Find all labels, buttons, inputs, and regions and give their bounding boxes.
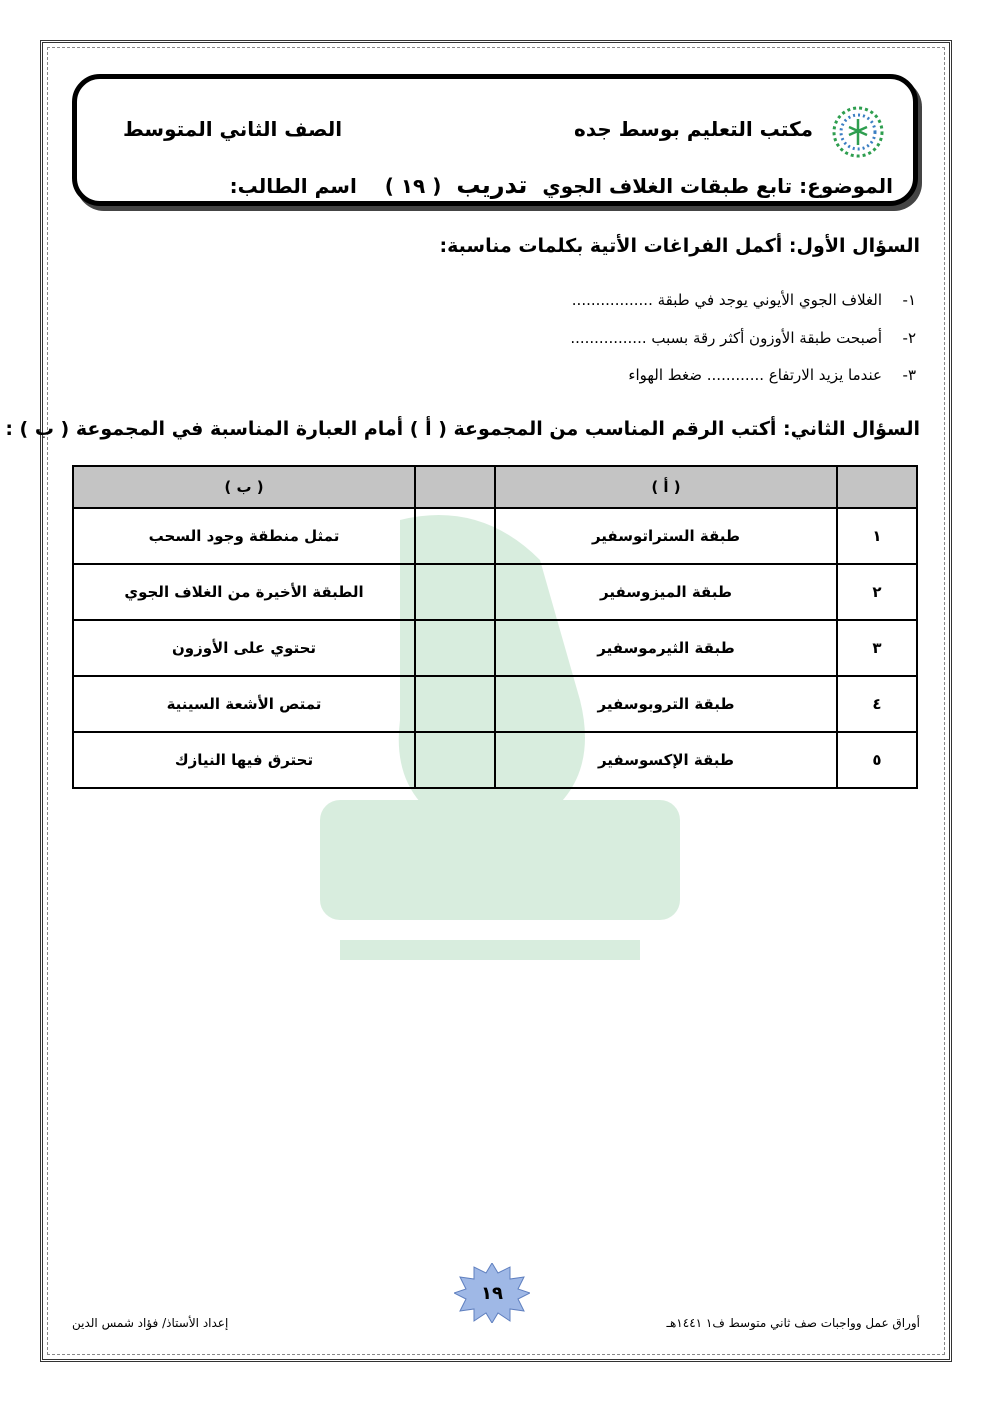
- header-b: ( ب ): [73, 466, 415, 508]
- group-b-cell: الطبقة الأخيرة من الغلاف الجوي: [73, 564, 415, 620]
- row-number: ٤: [837, 676, 917, 732]
- question1-item: [570, 329, 916, 347]
- question2-title: السؤال الثاني: أكتب الرقم المناسب من المجموعة ( أ ) أمام العبارة المناسبة في المجموعة ( ب ) :: [5, 418, 920, 440]
- item-text: أصبحت طبقة الأوزون أكثر رقة بسبب ................: [570, 329, 882, 347]
- matching-table: [72, 465, 918, 789]
- answer-cell[interactable]: [415, 676, 495, 732]
- header-num-cell: [837, 466, 917, 508]
- office-name: مكتب التعليم بوسط جده: [574, 117, 813, 141]
- table-row: [73, 732, 917, 788]
- group-a-cell: طبقة الميزوسفير: [495, 564, 837, 620]
- row-number: ٣: [837, 620, 917, 676]
- table-row: [73, 508, 917, 564]
- question1-item: [572, 291, 916, 309]
- answer-cell[interactable]: [415, 508, 495, 564]
- item-text: الغلاف الجوي الأيوني يوجد في طبقة .................: [571, 291, 882, 309]
- row-number: ٢: [837, 564, 917, 620]
- student-name-label: اسم الطالب:: [229, 174, 357, 198]
- row-number: ١: [837, 508, 917, 564]
- question1-title: السؤال الأول: أكمل الفراغات الأتية بكلمات مناسبة:: [439, 235, 920, 257]
- footer-right: أوراق عمل وواجبات صف ثاني متوسط ف١ ١٤٤١هـ: [666, 1316, 920, 1330]
- group-a-cell: طبقة الإكسوسفير: [495, 732, 837, 788]
- answer-cell[interactable]: [415, 620, 495, 676]
- row-number: ٥: [837, 732, 917, 788]
- topic-title: الموضوع: تابع طبقات الغلاف الجوي: [542, 174, 893, 198]
- table-row: [73, 620, 917, 676]
- training-label: تدريب: [456, 171, 528, 199]
- group-a-cell: طبقة الستراتوسفير: [495, 508, 837, 564]
- page-number-badge: [454, 1263, 530, 1323]
- table-row: [73, 564, 917, 620]
- group-b-cell: تمتص الأشعة السينية: [73, 676, 415, 732]
- item-number: ٢-: [902, 329, 916, 347]
- table-row: [73, 676, 917, 732]
- group-b-cell: تمثل منطقة وجود السحب: [73, 508, 415, 564]
- item-text: عندما يزيد الارتفاع ............ ضغط الهواء: [628, 366, 882, 384]
- item-number: ١-: [902, 291, 916, 309]
- page-number: ١٩: [481, 1283, 503, 1304]
- answer-cell[interactable]: [415, 564, 495, 620]
- header-box: [72, 74, 918, 206]
- group-b-cell: تحتوي على الأوزون: [73, 620, 415, 676]
- training-number: ( ١٩ ): [384, 174, 442, 198]
- topic-line: [230, 171, 893, 199]
- table-header-row: [73, 466, 917, 508]
- question1-item: [628, 366, 916, 384]
- answer-cell[interactable]: [415, 732, 495, 788]
- footer-left: إعداد الأستاذ/ فؤاد شمس الدين: [72, 1316, 229, 1330]
- grade-label: الصف الثاني المتوسط: [123, 117, 343, 141]
- header-answer-cell: [415, 466, 495, 508]
- group-a-cell: طبقة الثيرموسفير: [495, 620, 837, 676]
- header-a: ( أ ): [495, 466, 837, 508]
- group-b-cell: تحترق فيها النيازك: [73, 732, 415, 788]
- ministry-logo-icon: [831, 105, 885, 159]
- group-a-cell: طبقة التروبوسفير: [495, 676, 837, 732]
- item-number: ٣-: [902, 366, 916, 384]
